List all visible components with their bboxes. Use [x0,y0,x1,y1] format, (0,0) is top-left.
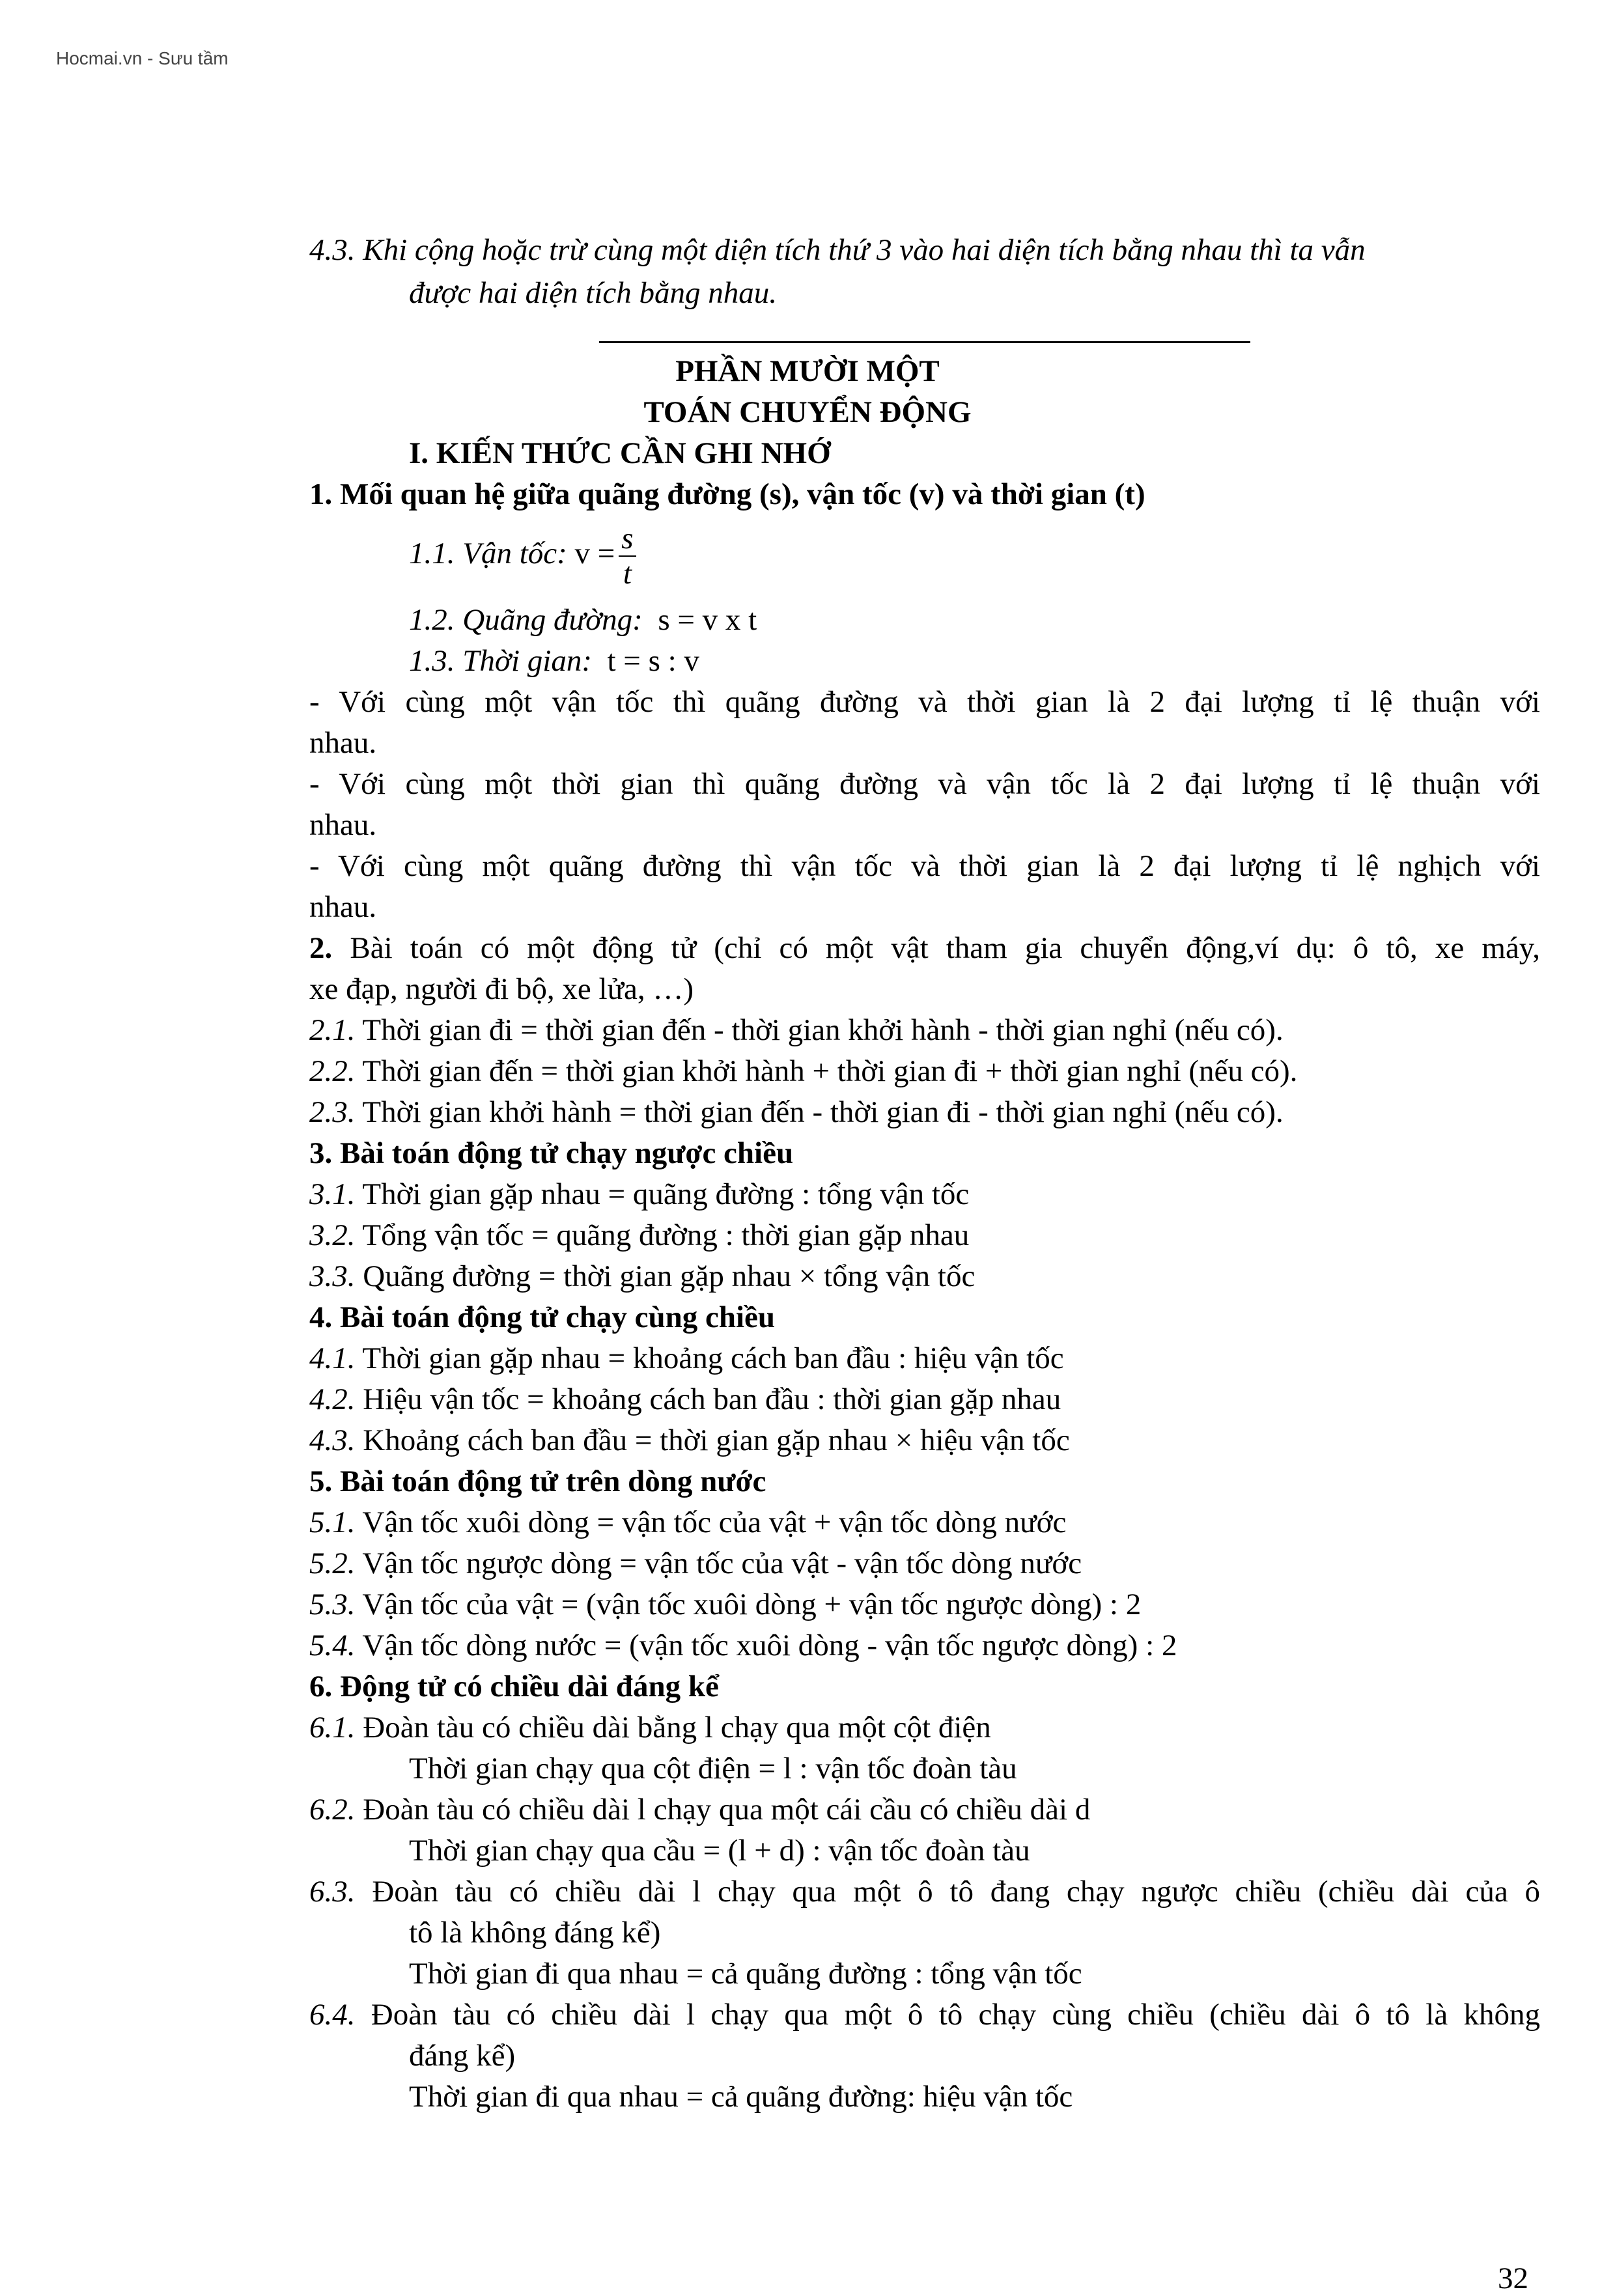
list-item [309,1708,991,1747]
list-item-number: 5.3. [309,1588,356,1621]
list-item-text: Thời gian đến = thời gian khởi hành + thời gian đi + thời gian nghỉ (nếu có). [362,1054,1298,1088]
list-item [309,1257,975,1296]
formula-line: Thời gian chạy qua cột điện = l : vận tốc đoàn tàu [409,1752,1017,1785]
paragraph-3-line-1: - Với cùng một quãng đường thì vận tốc và thời gian là 2 đại lượng tỉ lệ nghịch với [309,849,1540,883]
list-item-text: Thời gian đi = thời gian đến - thời gian khởi hành - thời gian nghỉ (nếu có). [362,1013,1284,1047]
list-item-number: 5.1. [309,1505,356,1539]
list-item-text: Thời gian khởi hành = thời gian đến - thời gian đi - thời gian nghỉ (nếu có). [362,1095,1284,1129]
formula-velocity-lhs: v = [574,537,615,570]
list-item-text: Quãng đường = thời gian gặp nhau × tổng vận tốc [363,1259,976,1293]
s5-heading: 5. Bài toán động tử trên dòng nước [309,1464,766,1498]
list-item [309,1339,1064,1378]
s6-heading: 6. Động tử có chiều dài đáng kể [309,1670,719,1703]
list-item [309,1503,1066,1542]
list-item-number: 2.1. [309,1013,356,1047]
paragraph-3-line-2: nhau. [309,890,377,924]
formula-time-label: 1.3. Thời gian: [409,644,592,678]
paragraph-2-line-2: nhau. [309,808,377,842]
list-item-number: 3.2. [309,1218,356,1252]
list-item-number: 3.3. [309,1259,356,1293]
list-item-text: Đoàn tàu có chiều dài bằng l chạy qua một cột điện [363,1711,991,1744]
list-item [309,1175,969,1214]
fraction-denominator: t [623,557,632,591]
part-title: PHẦN MƯỜI MỘT [675,354,940,388]
list-item-number: 3.1. [309,1177,356,1211]
list-item-number: 5.2. [309,1547,356,1580]
list-item-continuation: tô là không đáng kể) [409,1916,661,1950]
list-item [309,1585,1141,1624]
formula-time [409,641,699,680]
formula-velocity-label: 1.1. Vận tốc: [409,537,567,570]
list-item [309,1011,1284,1050]
intro-line-1 [309,231,1366,270]
list-item-text: Thời gian gặp nhau = quãng đường : tổng vận tốc [362,1177,970,1211]
part-subtitle: TOÁN CHUYỂN ĐỘNG [643,395,972,429]
list-item [309,1052,1297,1091]
intro-line-2: được hai diện tích bằng nhau. [409,276,778,310]
s3-heading: 3. Bài toán động tử chạy ngược chiều [309,1136,794,1170]
list-item-continuation: đáng kể) [409,2039,516,2073]
list-item-text: Đoàn tàu có chiều dài l chạy qua một ô tô đang chạy ngược chiều (chiều dài của ô [372,1875,1541,1909]
paragraph-1-line-2: nhau. [309,726,377,760]
intro-number: 4.3. [309,233,356,267]
s4-heading: 4. Bài toán động tử chạy cùng chiều [309,1300,776,1334]
list-item-number: 6.2. [309,1793,356,1827]
list-item-text: Đoàn tàu có chiều dài l chạy qua một cái cầu có chiều dài d [363,1793,1091,1827]
section-divider [599,341,1250,343]
list-item-number: 2.3. [309,1095,356,1129]
formula-time-expr: t = s : v [607,644,699,678]
page-number: 32 [1498,2261,1528,2295]
s2-intro-text: Bài toán có một động tử (chỉ có một vật tham gia chuyển động,ví dụ: ô tô, xe máy, [350,931,1540,965]
list-item [309,1544,1082,1583]
list-item-text: Vận tốc ngược dòng = vận tốc của vật - vận tốc dòng nước [362,1547,1082,1580]
list-item-number: 6.4. [309,1998,356,2032]
list-item [309,1421,1070,1460]
s2-intro-line-2: xe đạp, người đi bộ, xe lửa, …) [309,972,694,1006]
list-item [309,1093,1284,1132]
formula-distance-label: 1.2. Quãng đường: [409,603,643,637]
paragraph-1-line-1: - Với cùng một vận tốc thì quãng đường và thời gian là 2 đại lượng tỉ lệ thuận với [309,685,1540,719]
list-item-number: 4.2. [309,1382,356,1416]
list-item-number: 2.2. [309,1054,356,1088]
list-item-number: 4.1. [309,1341,356,1375]
list-item [309,1790,1090,1829]
section-title: I. KIẾN THỨC CẦN GHI NHỚ [409,436,831,470]
page-header: Hocmai.vn - Sưu tầm [56,48,229,68]
list-item-text: Vận tốc xuôi dòng = vận tốc của vật + vận tốc dòng nước [362,1505,1067,1539]
intro-text: Khi cộng hoặc trừ cùng một diện tích thứ 3 vào hai diện tích bằng nhau thì ta vẫn [363,233,1366,267]
list-item [309,1872,1540,1911]
formula-line: Thời gian đi qua nhau = cả quãng đường: hiệu vận tốc [409,2080,1073,2114]
list-item-text: Đoàn tàu có chiều dài l chạy qua một ô tô chạy cùng chiều (chiều dài ô tô là không [371,1998,1541,2032]
s2-number: 2. [309,931,333,965]
list-item-number: 4.3. [309,1423,356,1457]
list-item-text: Vận tốc dòng nước = (vận tốc xuôi dòng - vận tốc ngược dòng) : 2 [362,1629,1177,1662]
list-item-number: 5.4. [309,1629,356,1662]
list-item [309,1216,969,1255]
list-item [309,1626,1177,1665]
list-item-number: 6.1. [309,1711,356,1744]
list-item [309,1995,1540,2034]
formula-line: Thời gian chạy qua cầu = (l + d) : vận tốc đoàn tàu [409,1834,1030,1868]
fraction [619,522,636,591]
list-item-text: Tổng vận tốc = quãng đường : thời gian gặp nhau [362,1218,970,1252]
fraction-numerator: s [619,522,636,557]
s1-heading: 1. Mối quan hệ giữa quãng đường (s), vận tốc (v) và thời gian (t) [309,477,1145,511]
formula-distance-expr: s = v x t [658,603,757,637]
formula-line: Thời gian đi qua nhau = cả quãng đường : tổng vận tốc [409,1957,1082,1991]
list-item-number: 6.3. [309,1875,356,1909]
list-item-text: Hiệu vận tốc = khoảng cách ban đầu : thời gian gặp nhau [363,1382,1061,1416]
list-item-text: Thời gian gặp nhau = khoảng cách ban đầu : hiệu vận tốc [362,1341,1064,1375]
s2-intro-line-1 [309,929,1540,968]
paragraph-2-line-1: - Với cùng một thời gian thì quãng đường và vận tốc là 2 đại lượng tỉ lệ thuận với [309,767,1540,801]
list-item-text: Vận tốc của vật = (vận tốc xuôi dòng + vận tốc ngược dòng) : 2 [362,1588,1142,1621]
list-item-text: Khoảng cách ban đầu = thời gian gặp nhau × hiệu vận tốc [363,1423,1070,1457]
formula-distance [409,600,757,639]
list-item [309,1380,1061,1419]
formula-velocity [409,520,636,591]
